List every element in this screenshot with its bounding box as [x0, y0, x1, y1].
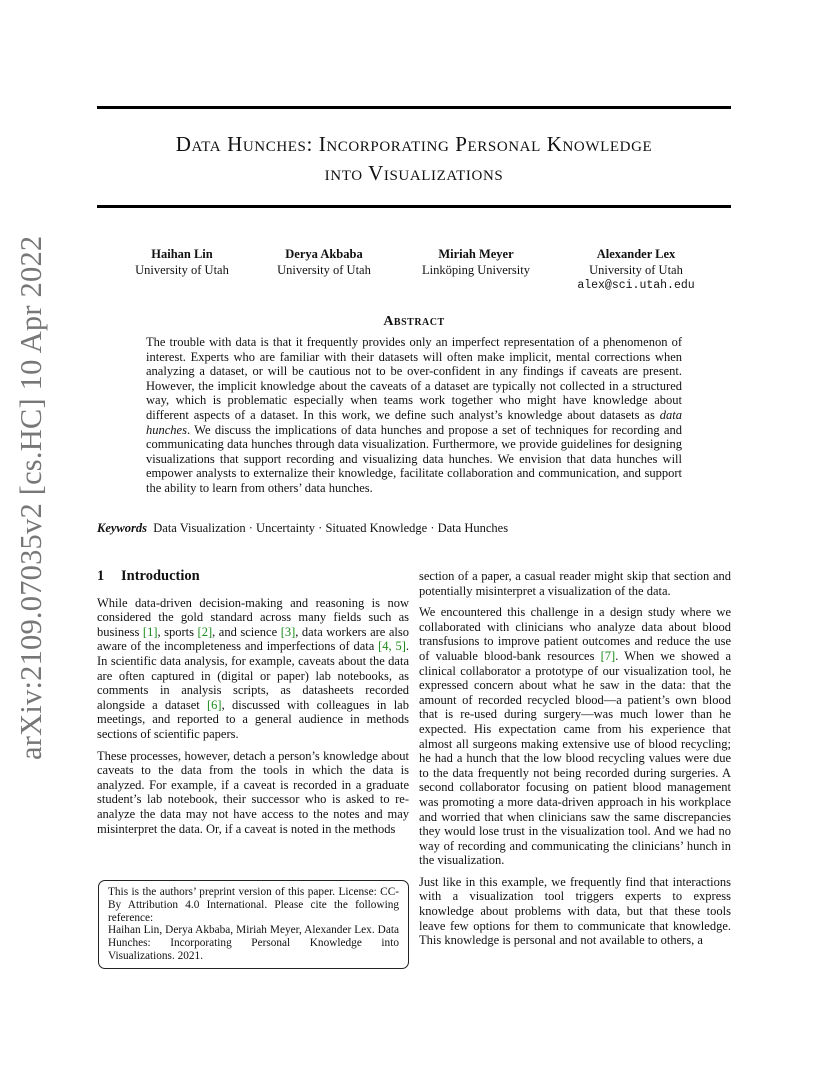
- author-name: Haihan Lin: [151, 247, 213, 261]
- author-name: Alexander Lex: [596, 247, 676, 261]
- text-run: , sports: [157, 624, 198, 639]
- author-block: [239, 246, 409, 278]
- abstract-part-2: . We discuss the implications of data hunches and propose a set of techniques for recording and communicating data hunches through data visualization. Furthermore, we provide guidelines for designing visualizations that support recording and visualizing data hunches. We envision that data hunches will empower analysts to externalize their knowledge, facilitate collaboration and communication, and support the ability to learn from others’ data hunches.: [146, 422, 682, 495]
- text-run: . When we showed a clinical collaborator a prototype of our visualization tool, he expressed concern about what he saw in the data: that the amount of recorded recycled blood—a patient’s own blood that is re-used during surgery—was much lower than he expected. His expectation came from his experience that almost all surgeons making extensive use of blood recycling; he had a hunch that the low blood recycling values were due to the data frequently not being recorded during surgeries. A second collaborator focusing on patient blood management was promoting a more data-driven approach in his workplace and worried that when clinicians saw the same discrepancies they would lose trust in the visualization tool. And we had no way of recording and communicating the clinicians’ hunch in the visualization.: [419, 648, 731, 868]
- citation-link[interactable]: [2]: [197, 624, 213, 639]
- section-heading: [97, 569, 409, 584]
- title-rule-bottom: [97, 205, 731, 208]
- text-run: We encountered this challenge in a design study where we collaborated with clinicians who analyze data about blood transfusions to improve patient outcomes and reduce the use of valuable blood-bank resources: [419, 605, 731, 663]
- paper-title: [97, 130, 731, 188]
- citation-link[interactable]: [4, 5]: [378, 639, 406, 654]
- notice-reference: Haihan Lin, Derya Akbaba, Miriah Meyer, Alexander Lex. Data Hunches: Incorporating Personal Knowledge into Visualizations. 2021.: [108, 924, 399, 962]
- left-column: [97, 566, 409, 843]
- notice-license: This is the authors’ preprint version of this paper. License: CC-By Attribution 4.0 International. Please cite the following reference:: [108, 886, 399, 924]
- author-affiliation: Linköping University: [422, 263, 530, 277]
- author-email: alex@sci.utah.edu: [577, 279, 695, 292]
- author-name: Derya Akbaba: [285, 247, 363, 261]
- abstract-text: [146, 335, 682, 496]
- paragraph: [419, 605, 731, 868]
- title-line-2: into Visualizations: [324, 161, 504, 185]
- abstract-part-1: The trouble with data is that it frequently provides only an imperfect representation of a phenomenon of interest. Experts who are familiar with their datasets will often make implicit, mental corrections when analyzing a dataset, or will be cautious not to be over-confident in any findings if caveats are present. However, the implicit knowledge about the caveats of a dataset are typically not collected in a structured way, which is problematic especially when teams work together who might have knowledge about different aspects of a dataset. In this work, we define such analyst’s knowledge about datasets as: [146, 335, 682, 422]
- keywords-list: Data Visualization · Uncertainty · Situated Knowledge · Data Hunches: [153, 521, 509, 535]
- author-name: Miriah Meyer: [438, 247, 514, 261]
- section-number: 1: [97, 568, 105, 584]
- paragraph: These processes, however, detach a person’s knowledge about caveats to the data from the tools in which the data is analyzed. For example, if a caveat is recorded in a graduate student’s lab notebook, their successor who is asked to re-analyze the data may not have access to the notes and may misinterpret the data. Or, if a caveat is noted in the methods: [97, 748, 409, 836]
- text-run: , discussed with colleagues in lab meetings, and reported to a general audience in methods sections of scientific papers.: [97, 697, 409, 741]
- keywords-label: Keywords: [97, 521, 147, 535]
- text-run: , and science: [212, 624, 281, 639]
- preprint-notice-box: [98, 880, 409, 969]
- author-block: [551, 246, 721, 294]
- author-block: [391, 246, 561, 278]
- author-affiliation: University of Utah: [589, 263, 683, 277]
- arxiv-identifier: arXiv:2109.07035v2 [cs.HC] 10 Apr 2022: [14, 235, 48, 760]
- paragraph: section of a paper, a casual reader might skip that section and potentially misinterpret a visualization of the data.: [419, 569, 731, 598]
- title-line-1: Data Hunches: Incorporating Personal Knowledge: [175, 132, 653, 156]
- citation-link[interactable]: [7]: [600, 648, 616, 663]
- title-rule-top: [97, 106, 731, 109]
- right-column: [419, 569, 731, 955]
- citation-link[interactable]: [1]: [142, 624, 158, 639]
- text-run: . In scientific data analysis, for example, caveats about the data are often captured in (digital or paper) lab notebooks, as comments in analysis scripts, as datasheets recorded alongside a dataset: [97, 639, 409, 712]
- author-affiliation: University of Utah: [277, 263, 371, 277]
- text-run: , data workers are also aware of the incompleteness and imperfections of data: [97, 624, 410, 654]
- keywords: [97, 521, 731, 536]
- author-list: [97, 246, 731, 296]
- section-title: Introduction: [121, 568, 200, 584]
- paragraph: [97, 596, 409, 742]
- abstract-heading: Abstract: [383, 314, 445, 329]
- citation-link[interactable]: [3]: [280, 624, 296, 639]
- text-run: While data-driven decision-making and reasoning is now considered the gold standard across many fields such as business: [97, 595, 409, 639]
- citation-link[interactable]: [6]: [207, 697, 222, 712]
- paragraph: Just like in this example, we frequently find that interactions with a visualization tool triggers experts to express knowledge about problems with data, but that these tools leave few options for them to communicate that knowledge. This knowledge is personal and not available to others, a: [419, 874, 731, 948]
- author-affiliation: University of Utah: [135, 263, 229, 277]
- abstract-emphasis: data hunches: [146, 407, 682, 437]
